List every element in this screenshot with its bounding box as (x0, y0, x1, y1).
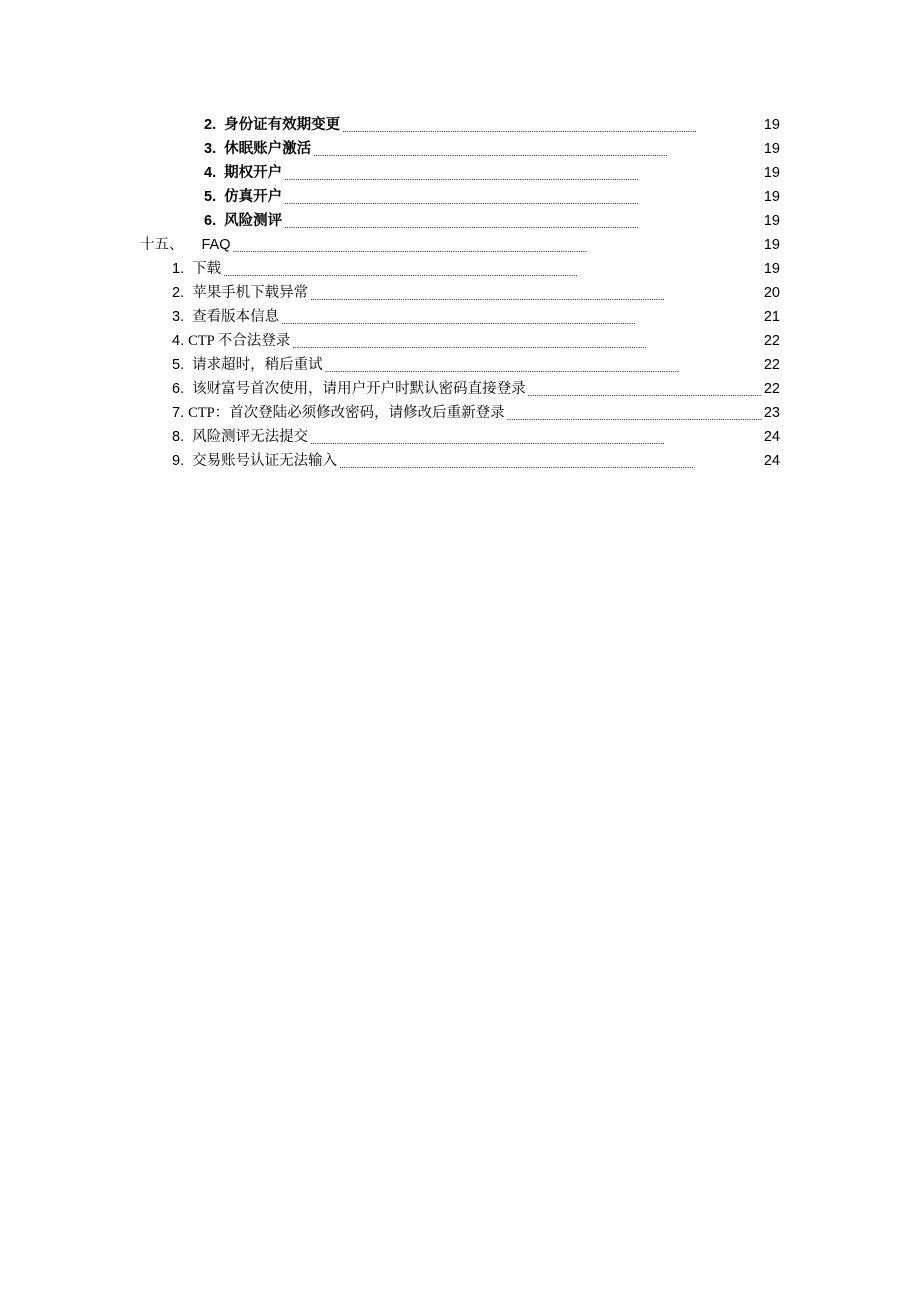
toc-dot-leader (310, 425, 762, 449)
toc-entry-page: 22 (763, 381, 780, 397)
toc-entry-number: 5. (172, 357, 185, 373)
toc-entry-title: CTP 不合法登录 (188, 333, 291, 349)
toc-dot-leader (284, 161, 762, 185)
toc-entry-number: 2. (172, 285, 185, 301)
toc-entry-title: FAQ (201, 237, 231, 253)
toc-entry-title: 期权开户 (224, 165, 283, 181)
toc-entry-page: 19 (763, 117, 780, 133)
toc-entry-page: 19 (763, 213, 780, 229)
toc-entry-page: 24 (763, 453, 780, 469)
toc-dot-leader (507, 401, 762, 425)
toc-entry-title: 苹果手机下载异常 (192, 285, 309, 301)
toc-entry-number: 3. (204, 141, 217, 157)
toc-entry[interactable] (172, 449, 780, 473)
toc-entry-page: 22 (763, 357, 780, 373)
toc-entry-title: 下载 (192, 261, 222, 277)
toc-entry-title: 休眠账户激活 (224, 141, 312, 157)
toc-entry-number: 4. (204, 165, 217, 181)
toc-entry-page: 24 (763, 429, 780, 445)
toc-entry-title: 查看版本信息 (192, 309, 280, 325)
toc-entry-number: 9. (172, 453, 185, 469)
toc-entry-page: 20 (763, 285, 780, 301)
toc-entry-page: 19 (763, 165, 780, 181)
toc-entry-page: 19 (763, 237, 780, 253)
toc-entry-number: 2. (204, 117, 217, 133)
toc-entry-number: 3. (172, 309, 185, 325)
toc-entry[interactable] (204, 185, 780, 209)
toc-section-entry[interactable] (140, 233, 780, 257)
toc-entry[interactable] (172, 353, 780, 377)
toc-entry-page: 22 (763, 333, 780, 349)
toc-entry-number: 6. (204, 213, 217, 229)
toc-entry-number: 1. (172, 261, 185, 277)
toc-dot-leader (313, 137, 762, 161)
toc-entry[interactable] (204, 137, 780, 161)
toc-entry[interactable] (172, 377, 780, 401)
toc-entry[interactable] (172, 329, 780, 353)
toc-entry-number: 4. (172, 333, 185, 349)
toc-dot-leader (233, 233, 762, 257)
toc-dot-leader (528, 377, 762, 401)
toc-entry-page: 19 (763, 261, 780, 277)
toc-entry[interactable] (172, 257, 780, 281)
toc-entry-number: 8. (172, 429, 185, 445)
toc-entry-title: CTP：首次登陆必须修改密码，请修改后重新登录 (188, 405, 505, 421)
toc-entry-title: 风险测评无法提交 (192, 429, 309, 445)
toc-dot-leader (310, 281, 762, 305)
toc-entry-title: 风险测评 (224, 213, 283, 229)
toc-entry-number: 5. (204, 189, 217, 205)
toc-entry-title: 交易账号认证无法输入 (192, 453, 338, 469)
toc-entry-page: 19 (763, 189, 780, 205)
toc-dot-leader (342, 113, 762, 137)
toc-entry-page: 19 (763, 141, 780, 157)
toc-entry-page: 21 (763, 309, 780, 325)
toc-entry[interactable] (172, 281, 780, 305)
toc-dot-leader (292, 329, 762, 353)
toc-dot-leader (339, 449, 762, 473)
toc-entry[interactable] (172, 401, 780, 425)
toc-entry[interactable] (172, 305, 780, 329)
toc-dot-leader (284, 185, 762, 209)
toc-dot-leader (223, 257, 762, 281)
toc-entry-title: 该财富号首次使用，请用户开户时默认密码直接登录 (192, 381, 526, 397)
toc-entry-number: 6. (172, 381, 185, 397)
toc-entry-title: 身份证有效期变更 (224, 117, 341, 133)
toc-entry[interactable] (204, 209, 780, 233)
toc-entry-title: 仿真开户 (224, 189, 283, 205)
toc-entry-number: 7. (172, 405, 185, 421)
toc-entry[interactable] (204, 161, 780, 185)
toc-entry[interactable] (172, 425, 780, 449)
toc-section-number: 十五、 (140, 237, 184, 253)
toc-dot-leader (281, 305, 762, 329)
toc-dot-leader (284, 209, 762, 233)
toc-dot-leader (325, 353, 762, 377)
toc-entry[interactable] (204, 113, 780, 137)
toc-entry-title: 请求超时，稍后重试 (192, 357, 323, 373)
toc-entry-page: 23 (763, 405, 780, 421)
